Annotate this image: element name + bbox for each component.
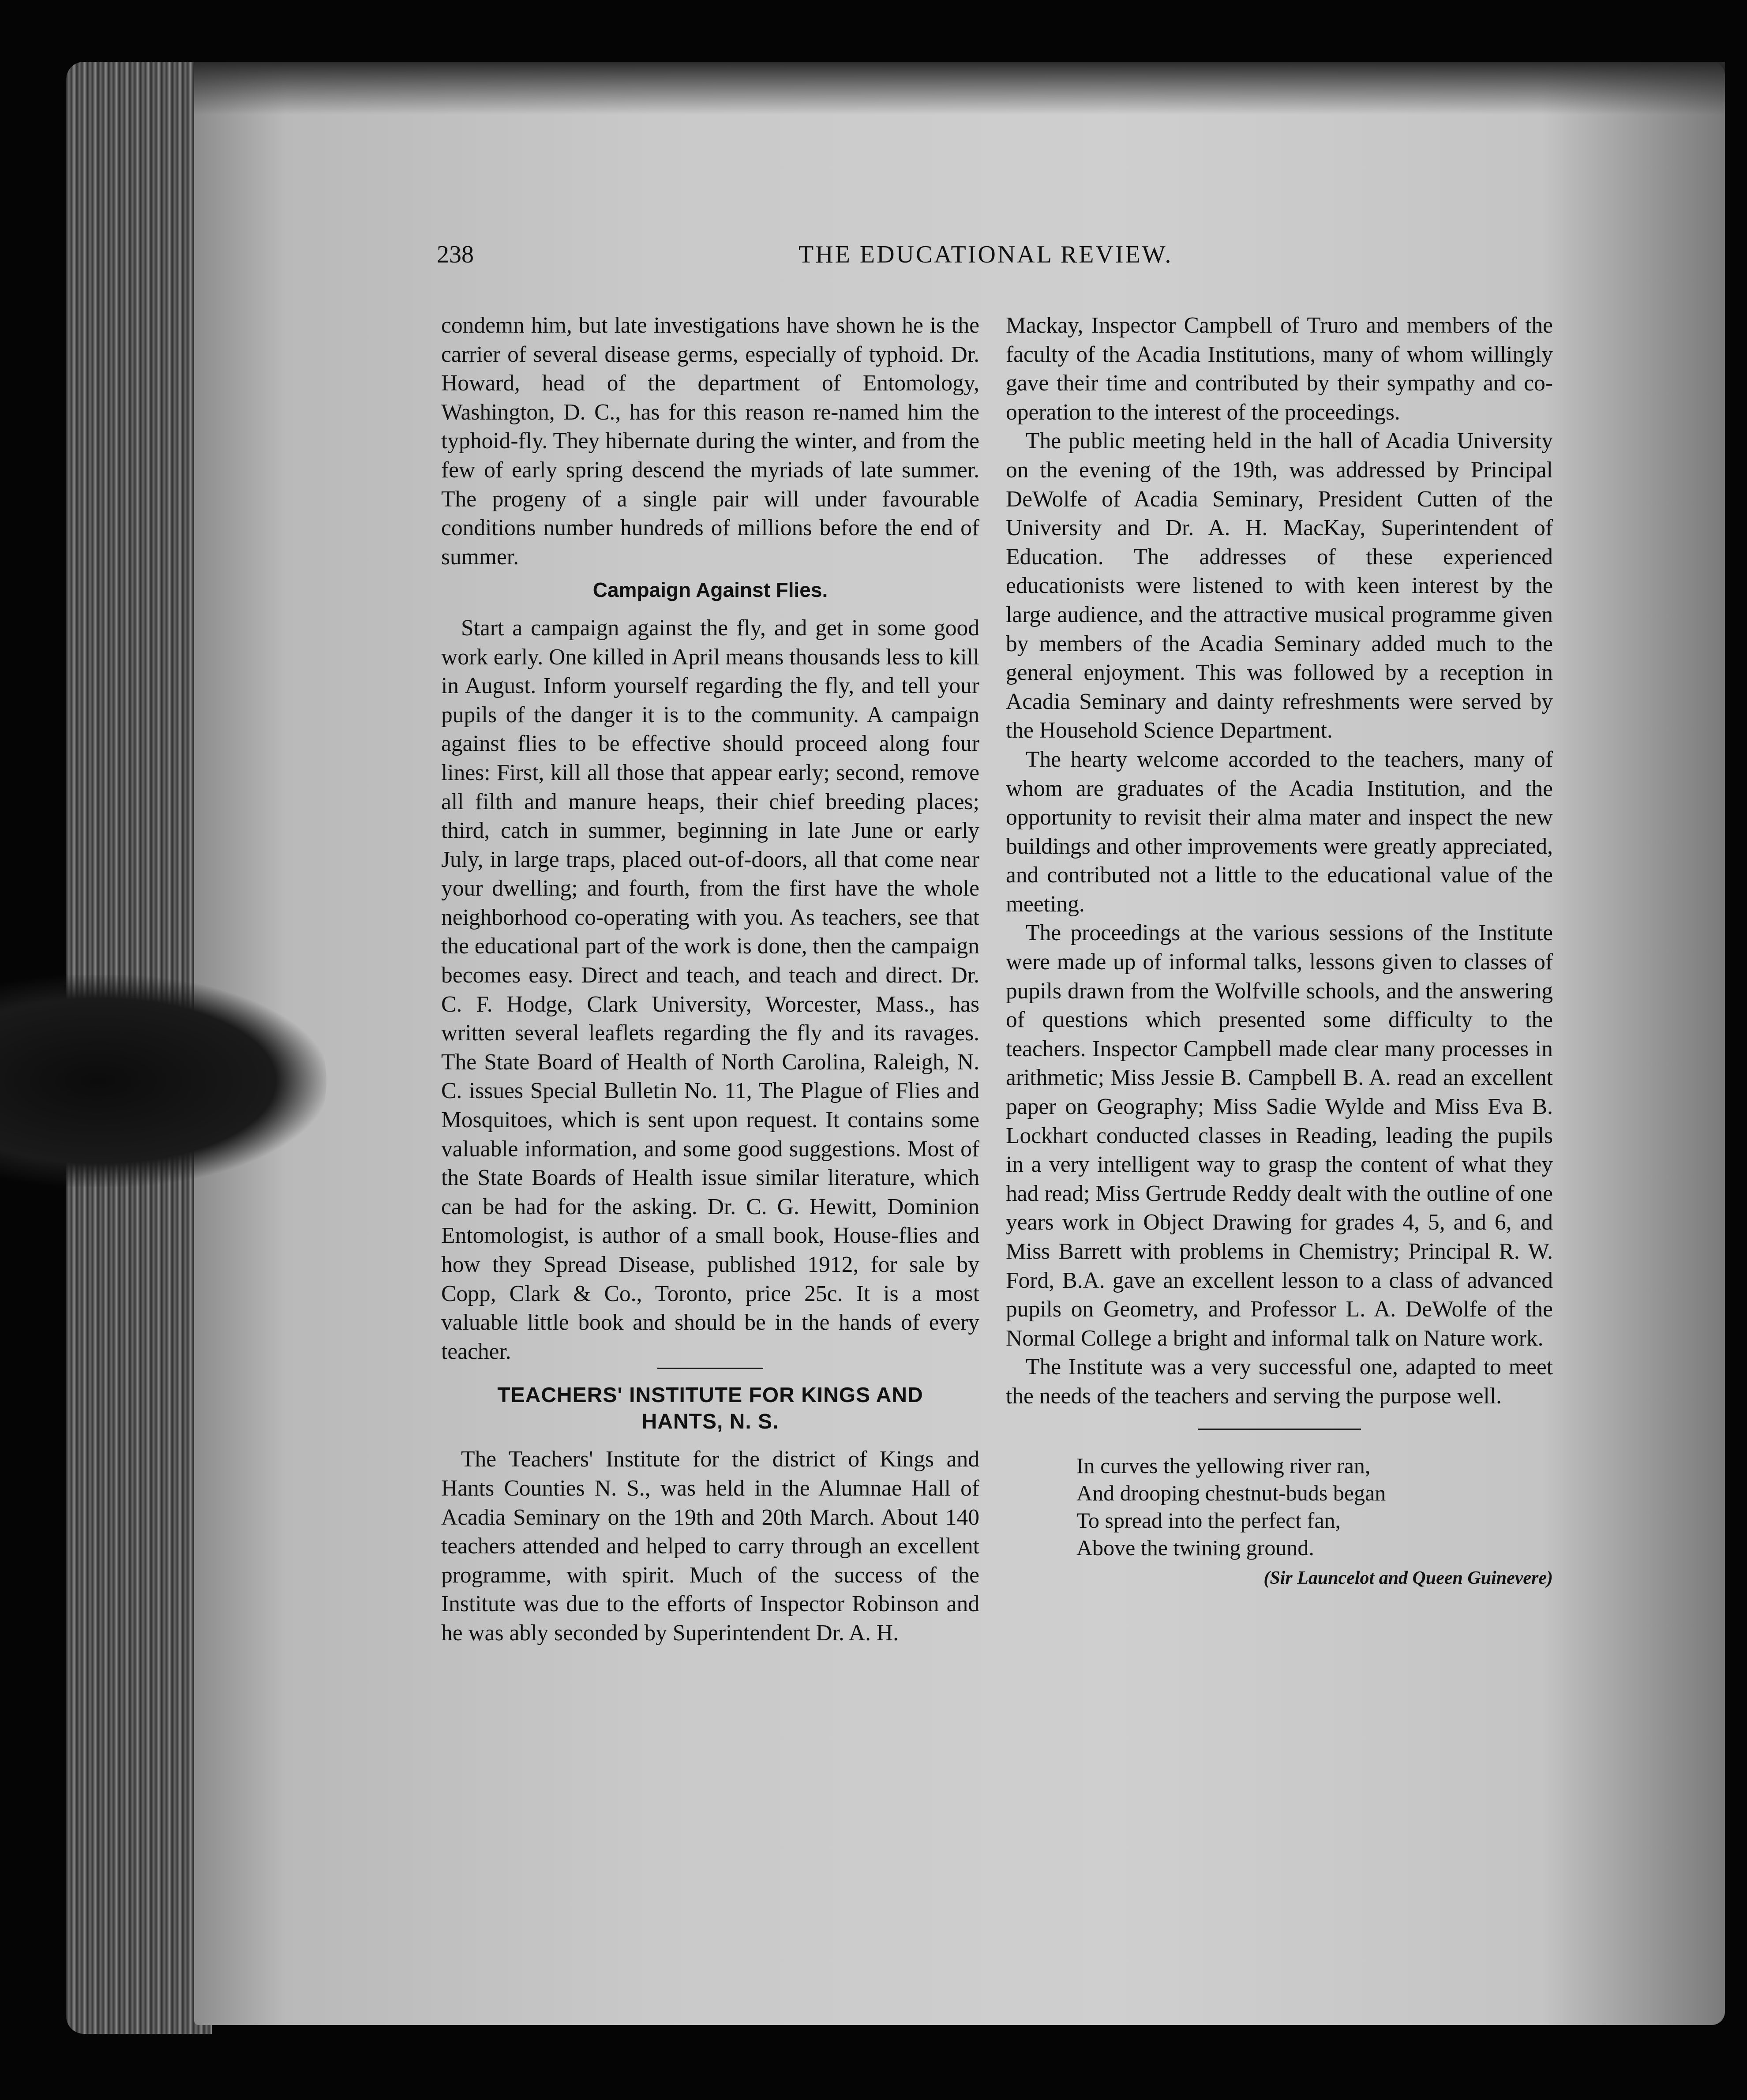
thumb-shadow bbox=[0, 975, 326, 1187]
paragraph: Start a campaign against the fly, and get in some good work early. One killed in April means thousands less to kill in August. Inform yourself regarding the fly, and tell your pupils of the danger it is to the community. A campaign against flies to be effective should proceed along four lines: First, kill all those that appear early; second, remove all filth and manure heaps, their chief breeding places; third, catch in summer, beginning in late June or early July, in large traps, placed out-of-doors, all that come near your dwelling; and fourth, from the first have the whole neighborhood co-operating with you. As teachers, see that the educational part of the work is done, then the campaign becomes easy. Direct and teach, and teach and direct. Dr. C. F. Hodge, Clark University, Worcester, Mass., has written several leaflets regarding the fly and its ravages. The State Board of Health of North Carolina, Raleigh, N. C. issues Special Bulletin No. 11, The Plague of Flies and Mosquitoes, which is sent upon request. It contains some valuable information, and some good suggestions. Most of the State Boards of Health issue similar literature, which can be had for the asking. Dr. C. G. Hewitt, Dominion Entomologist, is author of a small book, House-flies and how they Spread Disease, published 1912, for sale by Copp, Clark & Co., Toronto, price 25c. It is a most valuable little book and should be in the hands of every teacher. bbox=[441, 615, 979, 1364]
paragraph: The Teachers' Institute for the district of Kings and Hants Counties N. S., was held in the Alumnae Hall of Acadia Seminary on the 19th and 20th March. About 140 teachers attended and helped to carry through an excellent programme, with spirit. Much of the success of the Institute was due to the efforts of Inspector Robinson and he was ably seconded by Superintendent Dr. A. H. bbox=[441, 1447, 979, 1646]
poem bbox=[1076, 1452, 1553, 1561]
right-column bbox=[1006, 311, 1553, 1593]
paragraph: The proceedings at the various sessions of the Institute were made up of informal talks, lessons given to classes of pupils drawn from the Wolfville schools, and the answering of questions which presented some difficulty to the teachers. Inspector Campbell made clear many processes in arithmetic; Miss Jessie B. Campbell B. A. read an excellent paper on Geography; Miss Sadie Wylde and Miss Eva B. Lockhart conducted classes in Reading, leading the pupils in a very intelligent way to grasp the content of what they had read; Miss Gertrude Reddy dealt with the outline of one years work in Object Drawing for grades 4, 5, and 6, and Miss Barrett with problems in Chemistry; Principal R. W. Ford, B.A. gave an excellent lesson to a class of advanced pupils on Geometry, and Professor L. A. DeWolfe of the Normal College a bright and informal talk on Nature work. bbox=[1006, 920, 1553, 1351]
paragraph: condemn him, but late investigations have shown he is the carrier of several disease germs, especially of typhoid. Dr. Howard, head of the department of Entomology, Washington, D. C., has for this reason re-named him the typhoid-fly. They hibernate during the winter, and from the few of early spring descend the myriads of late summer. The progeny of a single pair will under favourable conditions number hundreds of millions before the end of summer. bbox=[441, 313, 979, 570]
poem-attribution: (Sir Launcelot and Queen Guinevere) bbox=[1263, 1568, 1553, 1588]
poem-line: And drooping chestnut-buds began bbox=[1076, 1480, 1386, 1505]
section-heading-line: HANTS, N. S. bbox=[641, 1410, 779, 1434]
poem-line: To spread into the perfect fan, bbox=[1076, 1508, 1341, 1533]
section-heading-line: TEACHERS' INSTITUTE FOR KINGS AND bbox=[497, 1384, 923, 1407]
subheading: Campaign Against Flies. bbox=[592, 578, 828, 602]
poem-line: Above the twining ground. bbox=[1076, 1535, 1314, 1560]
section-heading bbox=[441, 1382, 979, 1435]
poem-line: In curves the yellowing river ran, bbox=[1076, 1453, 1371, 1478]
page-shadow bbox=[194, 62, 1725, 115]
paragraph: Mackay, Inspector Campbell of Truro and members of the faculty of the Acadia Institutions, many of whom willingly gave their time and contributed by their sympathy and co-operation to the interest of the proceedings. bbox=[1006, 313, 1553, 425]
divider bbox=[657, 1368, 763, 1369]
paragraph: The public meeting held in the hall of Acadia University on the evening of the 19th, was addressed by Principal DeWolfe of Acadia Seminary, President Cutten of the University and Dr. A. H. MacKay, Superintendent of Education. The addresses of these experienced educationists were listened to with keen interest by the large audience, and the attractive musical programme given by members of the Acadia Seminary added much to the general enjoyment. This was followed by a reception in Acadia Seminary and dainty refreshments were served by the Household Science Department. bbox=[1006, 428, 1553, 743]
page-number: 238 bbox=[437, 241, 474, 268]
left-column bbox=[441, 311, 979, 1648]
running-title: THE EDUCATIONAL REVIEW. bbox=[799, 241, 1173, 268]
divider bbox=[1198, 1429, 1361, 1430]
page-header bbox=[437, 240, 1553, 276]
paragraph: The Institute was a very successful one, adapted to meet the needs of the teachers and serving the purpose well. bbox=[1006, 1354, 1553, 1409]
paragraph: The hearty welcome accorded to the teachers, many of whom are graduates of the Acadia Institution, and the opportunity to revisit their alma mater and inspect the new buildings and other improvements were greatly appreciated, and contributed not a little to the educational value of the meeting. bbox=[1006, 746, 1553, 917]
